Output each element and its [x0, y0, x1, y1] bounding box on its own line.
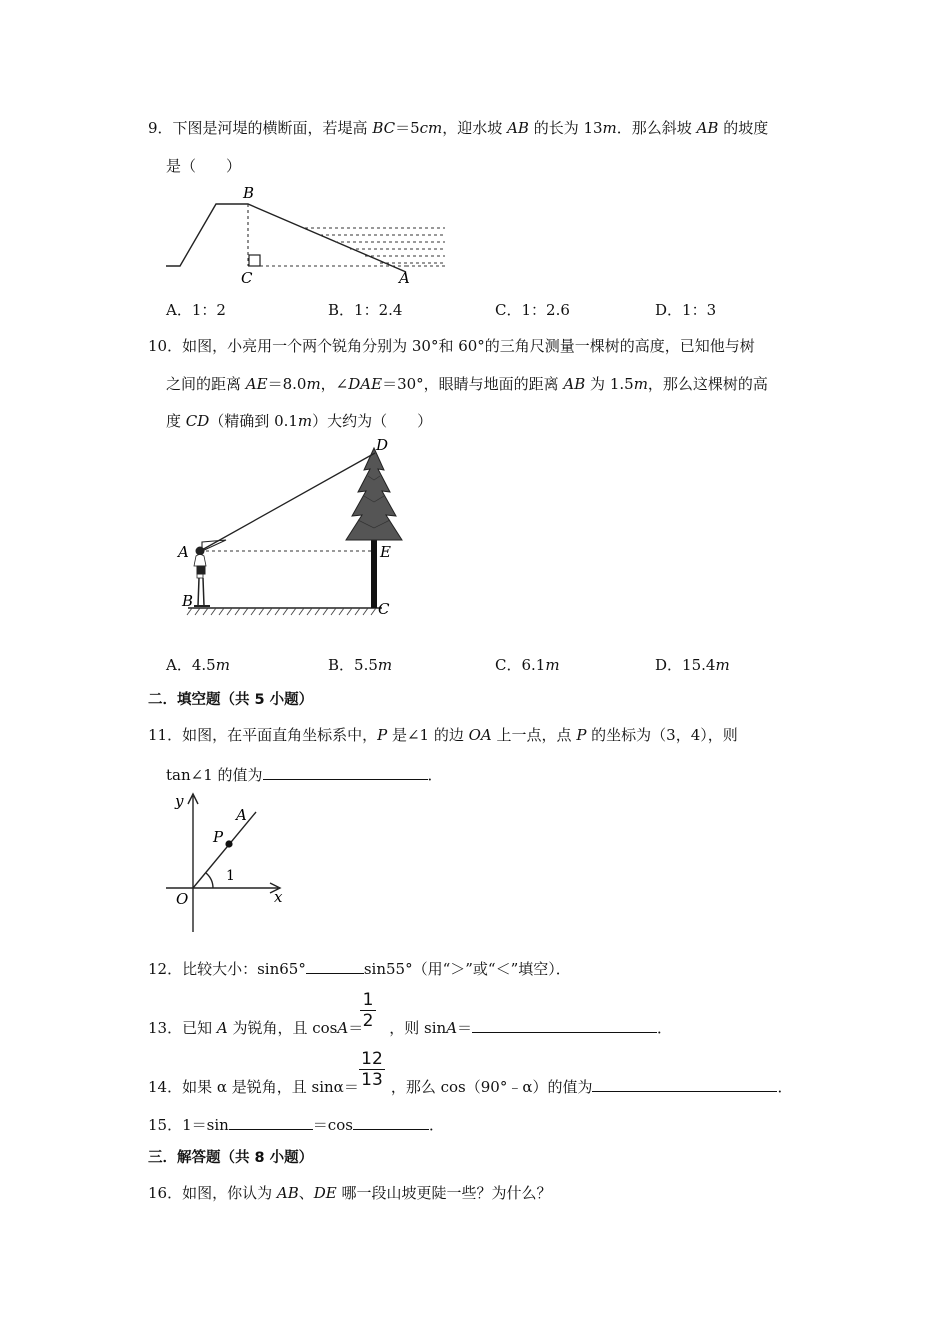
label-D: D	[376, 436, 389, 454]
q11-line2: tan∠1 的值为 ．	[166, 763, 443, 785]
q9-line1: 9．下图是河堤的横断面，若堤高 BC＝5cm，迎水坡 AB 的长为 13m．那么斜坡 AB 的坡度	[148, 119, 769, 137]
q10-option-a[interactable]: A．4.5m	[166, 656, 230, 674]
q11-answer-blank[interactable]	[263, 763, 428, 780]
q15-line: 15．1＝sin ＝cos ．	[148, 1113, 444, 1135]
q10-option-c[interactable]: C．6.1m	[495, 656, 560, 674]
q12-answer-blank[interactable]	[306, 957, 364, 974]
q10-line2: 之间的距离 AE＝8.0m，∠DAE＝30°，眼睛与地面的距离 AB 为 1.5m，那么这棵树的高	[166, 375, 768, 393]
q9-option-c[interactable]: C．1：2.6	[495, 301, 570, 319]
q13-line: 13．已知 A 为锐角，且 cosA＝ ，则 sinA＝ ．	[148, 1016, 672, 1038]
label-A: A	[236, 806, 247, 824]
label-P: P	[213, 828, 224, 846]
q15-blank-cos[interactable]	[353, 1113, 429, 1130]
q10-figure-tree	[170, 436, 430, 622]
q16-line: 16．如图，你认为 AB、DE 哪一段山坡更陡一些？为什么？	[148, 1184, 552, 1202]
q10-line1: 10．如图，小亮用一个两个锐角分别为 30°和 60°的三角尺测量一棵树的高度，已知他与树	[148, 337, 755, 355]
point-P	[225, 840, 232, 847]
q14-fraction: 12 13	[358, 1049, 386, 1090]
q9-option-b[interactable]: B．1：2.4	[328, 301, 403, 319]
q11-figure-axes	[160, 786, 300, 936]
q12-line: 12．比较大小：sin65° sin55°（用“＞”或“＜”填空）．	[148, 957, 571, 979]
q13-fraction: 1 2	[358, 990, 378, 1031]
q14-line: 14．如果 α 是锐角，且 sinα＝ ，那么 cos（90°﹣α）的值为 ．	[148, 1075, 792, 1097]
label-x: x	[274, 888, 283, 906]
label-O: O	[176, 890, 189, 908]
label-1: 1	[226, 868, 235, 884]
levee-outline	[166, 204, 406, 272]
label-C: C	[241, 269, 253, 287]
q9-figure-levee	[160, 180, 460, 288]
q9-line2: 是（ ）	[166, 157, 242, 175]
q10-option-b[interactable]: B．5.5m	[328, 656, 393, 674]
label-B: B	[243, 184, 255, 202]
q15-blank-sin[interactable]	[229, 1113, 313, 1130]
label-C: C	[378, 600, 390, 618]
person-figure	[194, 547, 210, 606]
tree-crown	[346, 448, 402, 540]
section-answer-title: 三．解答题（共 8 小题）	[148, 1150, 314, 1166]
section-fill-in-title: 二．填空题（共 5 小题）	[148, 692, 314, 708]
label-E: E	[380, 543, 391, 561]
label-B: B	[182, 592, 194, 610]
q13-answer-blank[interactable]	[472, 1016, 657, 1033]
q14-answer-blank[interactable]	[592, 1075, 777, 1092]
label-y: y	[175, 792, 184, 810]
angle-arc	[206, 873, 213, 888]
q10-option-d[interactable]: D．15.4m	[655, 656, 730, 674]
right-angle-mark	[249, 255, 260, 266]
tree-trunk	[371, 536, 377, 608]
q10-line3: 度 CD（精确到 0.1m）大约为（ ）	[166, 412, 433, 430]
set-square	[202, 540, 226, 551]
q9-option-d[interactable]: D．1：3	[655, 301, 717, 319]
label-A: A	[399, 269, 410, 287]
label-A: A	[178, 543, 189, 561]
q9-option-a[interactable]: A．1：2	[166, 301, 226, 319]
q11-line1: 11．如图，在平面直角坐标系中，P 是∠1 的边 OA 上一点，点 P 的坐标为（3，4），则	[148, 726, 738, 744]
